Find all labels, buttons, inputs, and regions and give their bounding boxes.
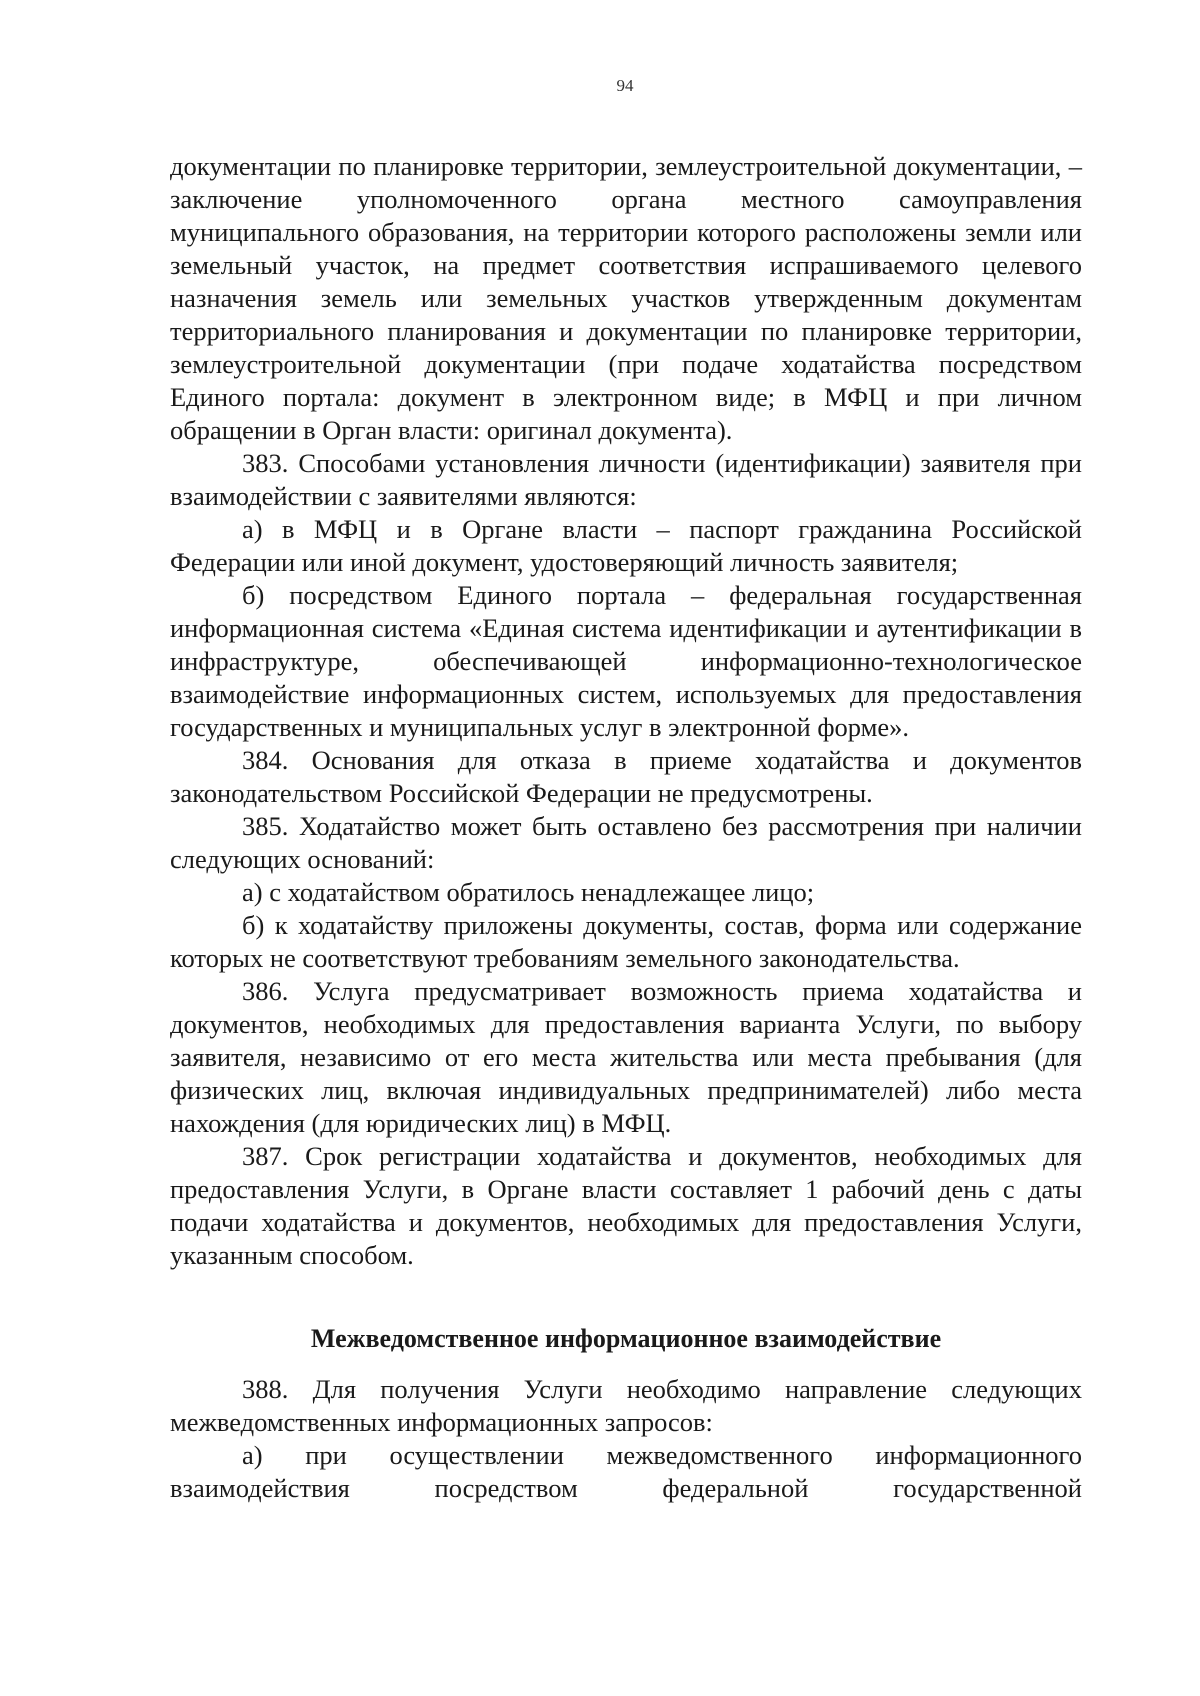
paragraph-387: 387. Срок регистрации ходатайства и документов, необходимых для предоставления Услуги, в Органе власти составляет 1 рабочий день с даты подачи ходатайства и документов, необходимых для предоставления Услуги, указанным способом.: [170, 1141, 1082, 1270]
paragraph-383-a: а) в МФЦ и в Органе власти – паспорт гражданина Российской Федерации или иной документ, удостоверяющий личность заявителя;: [170, 514, 1082, 577]
paragraph-386: 386. Услуга предусматривает возможность приема ходатайства и документов, необходимых для предоставления варианта Услуги, по выбору заявителя, независимо от его места жительства или места пребывания (для физических лиц, включая индивидуальных предпринимателей) либо места нахождения (для юридических лиц) в МФЦ.: [170, 976, 1082, 1138]
paragraph-385-a: а) с ходатайством обратилось ненадлежащее лицо;: [242, 877, 815, 907]
document-body: [170, 150, 1082, 1505]
paragraph-384: 384. Основания для отказа в приеме ходатайства и документов законодательством Российской Федерации не предусмотрены.: [170, 745, 1082, 808]
paragraph-385-b: б) к ходатайству приложены документы, состав, форма или содержание которых не соответствуют требованиям земельного законодательства.: [170, 910, 1082, 973]
paragraph-continuation: документации по планировке территории, землеустроительной документации, – заключение уполномоченного органа местного самоуправления муниципального образования, на территории которого расположены земли или земельный участок, на предмет соответствия испрашиваемого целевого назначения земель или земельных участков утвержденным документам территориального планирования и документации по планировке территории, землеустроительной документации (при подаче ходатайства посредством Единого портала: документ в электронном виде; в МФЦ и при личном обращении в Орган власти: оригинал документа).: [170, 151, 1082, 445]
paragraph-383-b: б) посредством Единого портала – федеральная государственная информационная система «Единая система идентификации и аутентификации в инфраструктуре, обеспечивающей информационно-технологическое взаимодействие информационных систем, используемых для предоставления государственных и муниципальных услуг в электронной форме».: [170, 580, 1082, 742]
paragraph-385: 385. Ходатайство может быть оставлено без рассмотрения при наличии следующих оснований:: [170, 811, 1082, 874]
section-heading: Межведомственное информационное взаимодействие: [310, 1324, 942, 1353]
paragraph-388-a: а) при осуществлении межведомственного информационного взаимодействия посредством федеральной государственной: [170, 1440, 1082, 1503]
paragraph-388: 388. Для получения Услуги необходимо направление следующих межведомственных информационных запросов:: [170, 1374, 1082, 1437]
page-number: 94: [616, 76, 634, 95]
paragraph-383: 383. Способами установления личности (идентификации) заявителя при взаимодействии с заявителями являются:: [170, 448, 1082, 511]
